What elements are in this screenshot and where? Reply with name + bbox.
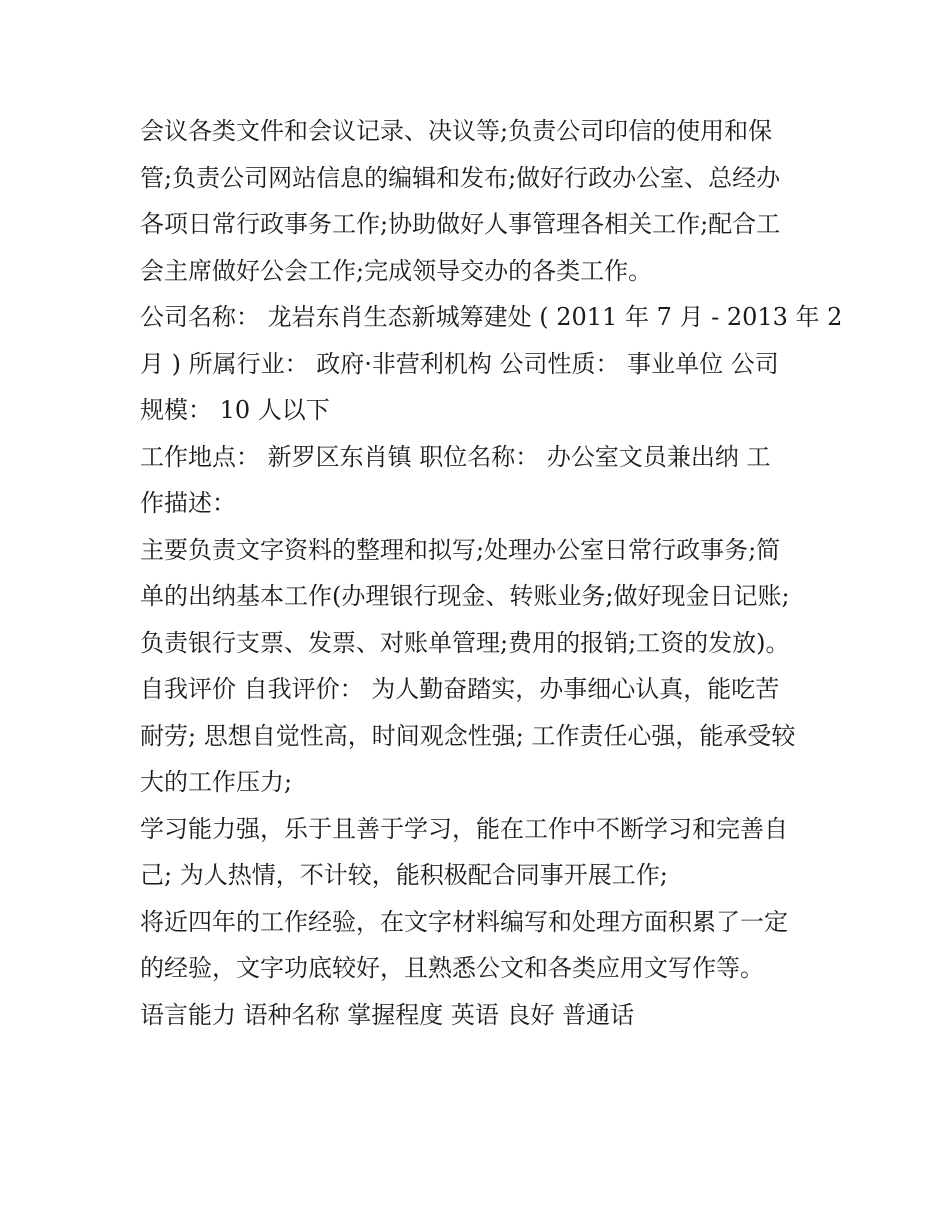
text-line: 工作地点： 新罗区东肖镇 职位名称： 办公室文员兼出纳 工: [140, 442, 771, 471]
text-line: 会议各类文件和会议记录、决议等;负责公司印信的使用和保: [140, 117, 773, 145]
text-line: 大的工作压力;: [140, 768, 293, 796]
text-line: 语言能力 语种名称 掌握程度 英语 良好 普通话: [140, 1000, 635, 1029]
paragraph-job-duties-continued: [140, 108, 820, 294]
text-line: 负责银行支票、发票、对账单管理;费用的报销;工资的发放)。: [140, 628, 790, 657]
paragraph-learning-ability: [140, 806, 820, 899]
paragraph-work-location: [140, 434, 820, 527]
text-line: 月 ) 所属行业： 政府·非营利机构 公司性质： 事业单位 公司: [140, 349, 779, 378]
paragraph-self-evaluation: [140, 666, 820, 806]
text-line: 己; 为人热情，不计较，能积极配合同事开展工作;: [140, 861, 668, 889]
text-line: 的经验，文字功底较好，且熟悉公文和各类应用文写作等。: [140, 954, 764, 982]
paragraph-experience: [140, 899, 820, 992]
text-line: 公司名称： 龙岩东肖生态新城筹建处 ( 2011 年 7 月 - 2013 年 2: [140, 303, 843, 331]
text-line: 学习能力强，乐于且善于学习，能在工作中不断学习和完善自: [140, 814, 788, 843]
paragraph-company-info: [140, 294, 843, 434]
document-body: [140, 108, 843, 1038]
text-line: 作描述：: [140, 489, 236, 517]
paragraph-job-description: [140, 527, 820, 667]
text-line: 自我评价 自我评价： 为人勤奋踏实，办事细心认真，能吃苦: [140, 675, 780, 703]
text-line: 单的出纳基本工作(办理银行现金、转账业务;做好现金日记账;: [140, 582, 790, 610]
paragraph-language-ability: [140, 992, 820, 1039]
text-line: 主要负责文字资料的整理和拟写;处理办公室日常行政事务;简: [140, 535, 781, 564]
text-line: 耐劳; 思想自觉性高，时间观念性强; 工作责任心强，能承受较: [140, 721, 796, 750]
text-line: 会主席做好公会工作;完成领导交办的各类工作。: [140, 256, 653, 285]
text-line: 规模： 10 人以下: [140, 396, 330, 424]
text-line: 将近四年的工作经验，在文字材料编写和处理方面积累了一定: [140, 907, 788, 936]
text-line: 管;负责公司网站信息的编辑和发布;做好行政办公室、总经办: [140, 163, 781, 192]
text-line: 各项日常行政事务工作;协助做好人事管理各相关工作;配合工: [140, 210, 781, 238]
